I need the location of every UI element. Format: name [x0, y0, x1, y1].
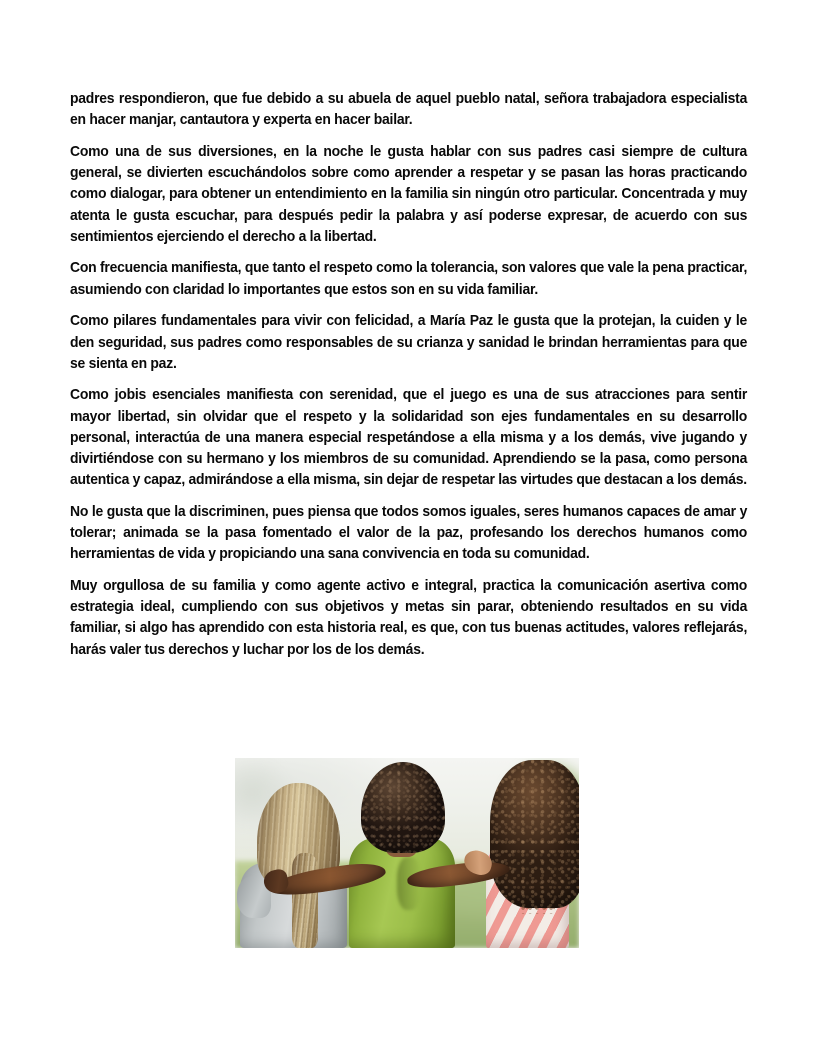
paragraph: Como jobis esenciales manifiesta con serenidad, que el juego es una de sus atracciones para sentir mayor libertad, sin olvidar que el respeto y la solidaridad son ejes fundamentales en su desarrollo personal, interactúa de una manera especial respetándose a ella misma y a los demás, vive jugando y divirtiéndose con su hermano y los miembros de su comunidad. Aprendiendo se la pasa, como persona autentica y capaz, admirándose a ella misma, sin dejar de respetar las virtudes que destacan a los demás. [70, 387, 748, 489]
document-text-body [70, 89, 747, 661]
child-right-hair-texture [490, 760, 579, 908]
paragraph: padres respondieron, que fue debido a su abuela de aquel pueblo natal, señora trabajadora especialista en hacer manjar, cantautora y experta en hacer bailar. [70, 91, 748, 129]
paragraph: No le gusta que la discriminen, pues piensa que todos somos iguales, seres humanos capaces de amar y tolerar; animada se la pasa fomentado el valor de la paz, profesando los derechos humanos como herramientas de vida y propiciando una sana convivencia en toda su comunidad. [70, 503, 748, 563]
photo-canvas [235, 758, 579, 948]
child-left-ponytail-strands [292, 853, 318, 948]
paragraph: Como una de sus diversiones, en la noche le gusta hablar con sus padres casi siempre de cultura general, se divierten escuchándolos sobre como aprender a respetar y se pasan las horas practicando como dialogar, para obtener un entendimiento en la familia sin ningún otro particular. Concentrada y muy atenta le gusta escuchar, para después pedir la palabra y así poderse expresar, de acuerdo con sus sentimientos ejerciendo el derecho a la libertad. [70, 143, 748, 245]
paragraph: Como pilares fundamentales para vivir con felicidad, a María Paz le gusta que la protejan, la cuiden y le den seguridad, sus padres como responsables de su crianza y sanidad le brindan herramientas para que se sienta en paz. [70, 313, 748, 372]
paragraph: Muy orgullosa de su familia y como agente activo e integral, practica la comunicación asertiva como estrategia ideal, cumpliendo con sus objetivos y metas sin parar, obteniendo resultados en su vida familiar, si algo has aprendido con esta historia real, es que, con tus buenas actitudes, valores reflejarás, harás valer tus derechos y luchar por los de los demás. [70, 578, 748, 658]
three-children-embracing-photo [235, 758, 579, 948]
paragraph: Con frecuencia manifiesta, que tanto el respeto como la tolerancia, son valores que vale la pena practicar, asumiendo con claridad lo importantes que estos son en su vida familiar. [70, 260, 748, 298]
